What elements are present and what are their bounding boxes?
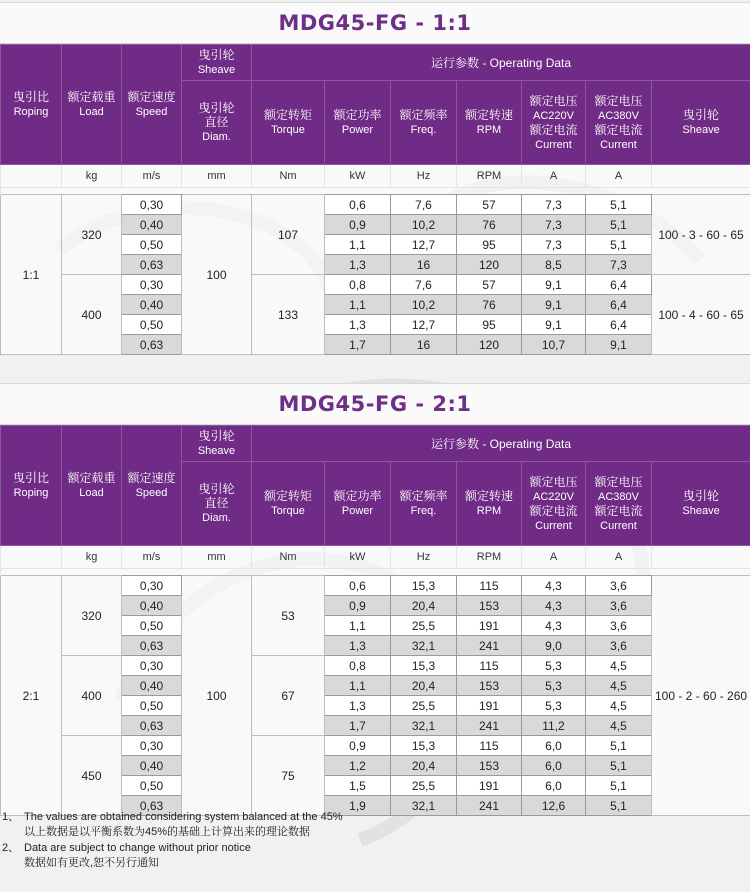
table-row: 0,63 1,7 32,1 241 11,2 4,5 [1,716,750,736]
table-row: 0,63 1,7 16 120 10,7 9,1 [1,335,750,355]
header-load: 额定载重 Load [62,426,122,546]
table-row: 400 0,30 67 0,8 15,3 115 5,3 4,5 [1,656,750,676]
load-cell: 400 [62,656,122,736]
table-1-body [1,195,750,355]
roping-cell: 1:1 [1,195,62,355]
table-row: 0,40 1,2 20,4 153 6,0 5,1 [1,756,750,776]
torque-cell: 107 [252,195,325,275]
roping-cell: 2:1 [1,576,62,816]
table-row: 0,40 1,1 10,2 76 9,1 6,4 [1,295,750,315]
table-row: 0,40 1,1 20,4 153 5,3 4,5 [1,676,750,696]
load-cell: 450 [62,736,122,816]
table-2-body [1,576,750,816]
header-operating-data: 运行参数 - Operating Data [252,45,750,81]
units-row: kg m/s mm Nm kW Hz RPM A A [1,546,750,569]
header-sheave-group: 曳引轮 Sheave [182,45,252,81]
table-row: 0,63 1,3 16 120 8,5 7,3 [1,255,750,275]
sheave-cell: 100 - 2 - 60 - 260 [652,576,750,816]
table-row: 2:1 320 0,30 100 53 0,6 15,3 115 4,3 3,6 100 - 2 - 60 - 260 [1,576,750,596]
header-power: 额定功率 Power [325,81,391,165]
footnote-2: 2、 Data are subject to change without prior notice 数据如有更改,恕不另行通知 [2,842,251,869]
diameter-cell: 100 [182,576,252,816]
spacer-row [1,188,750,195]
footnote-1: 1、 The values are obtained considering system balanced at the 45% 以上数据是以平衡系数为45%的基础上计算出来的理论数据 [2,811,343,838]
header-current-220v: 额定电压 AC220V 额定电流 Current [522,462,586,546]
table-row: 0,40 0,9 10,2 76 7,3 5,1 [1,215,750,235]
header-power: 额定功率 Power [325,462,391,546]
header-load: 额定载重 Load [62,45,122,165]
header-current-220v: 额定电压 AC220V 额定电流 Current [522,81,586,165]
torque-cell: 133 [252,275,325,355]
table-row: 0,50 1,1 25,5 191 4,3 3,6 [1,616,750,636]
footnotes [0,810,343,871]
table-row: 0,50 1,1 12,7 95 7,3 5,1 [1,235,750,255]
table-2 [0,425,750,816]
table-1-block [0,2,750,355]
table-row: 0,63 1,3 32,1 241 9,0 3,6 [1,636,750,656]
units-row: kg m/s mm Nm kW Hz RPM A A [1,165,750,188]
header-speed: 额定速度 Speed [122,426,182,546]
diameter-cell: 100 [182,195,252,355]
header-diameter: 曳引轮 直径 Diam. [182,81,252,165]
header-current-380v: 额定电压 AC380V 额定电流 Current [586,81,652,165]
spacer-row [1,569,750,576]
header-rpm: 额定转速 RPM [457,462,522,546]
table-1 [0,44,750,355]
table-1-header [1,45,750,165]
load-cell: 320 [62,576,122,656]
table-row: 0,50 1,3 25,5 191 5,3 4,5 [1,696,750,716]
header-roping: 曳引比 Roping [1,426,62,546]
table-2-title: MDG45-FG - 2:1 [0,383,750,425]
sheave-cell: 100 - 3 - 60 - 65 [652,195,750,275]
header-current-380v: 额定电压 AC380V 额定电流 Current [586,462,652,546]
table-row: 0,50 1,5 25,5 191 6,0 5,1 [1,776,750,796]
header-sheave: 曳引轮 Sheave [652,462,750,546]
header-speed: 额定速度 Speed [122,45,182,165]
header-torque: 额定转矩 Torque [252,81,325,165]
table-row: 400 0,30 133 0,8 7,6 57 9,1 6,4 100 - 4 - 60 - 65 [1,275,750,295]
table-1-title: MDG45-FG - 1:1 [0,2,750,44]
header-rpm: 额定转速 RPM [457,81,522,165]
load-cell: 400 [62,275,122,355]
torque-cell: 67 [252,656,325,736]
header-sheave-group: 曳引轮 Sheave [182,426,252,462]
table-row: 1:1 320 0,30 100 107 0,6 7,6 57 7,3 5,1 100 - 3 - 60 - 65 [1,195,750,215]
table-row: 0,63 1,9 32,1 241 12,6 5,1 [1,796,750,816]
header-frequency: 额定频率 Freq. [391,81,457,165]
table-row: 0,40 0,9 20,4 153 4,3 3,6 [1,596,750,616]
table-row: 0,50 1,3 12,7 95 9,1 6,4 [1,315,750,335]
load-cell: 320 [62,195,122,275]
sheave-cell: 100 - 4 - 60 - 65 [652,275,750,355]
header-torque: 额定转矩 Torque [252,462,325,546]
torque-cell: 53 [252,576,325,656]
table-2-block [0,383,750,816]
header-roping: 曳引比 Roping [1,45,62,165]
header-diameter: 曳引轮 直径 Diam. [182,462,252,546]
table-2-header [1,426,750,546]
header-sheave: 曳引轮 Sheave [652,81,750,165]
header-operating-data: 运行参数 - Operating Data [252,426,750,462]
header-frequency: 额定频率 Freq. [391,462,457,546]
table-row: 450 0,30 75 0,9 15,3 115 6,0 5,1 [1,736,750,756]
torque-cell: 75 [252,736,325,816]
